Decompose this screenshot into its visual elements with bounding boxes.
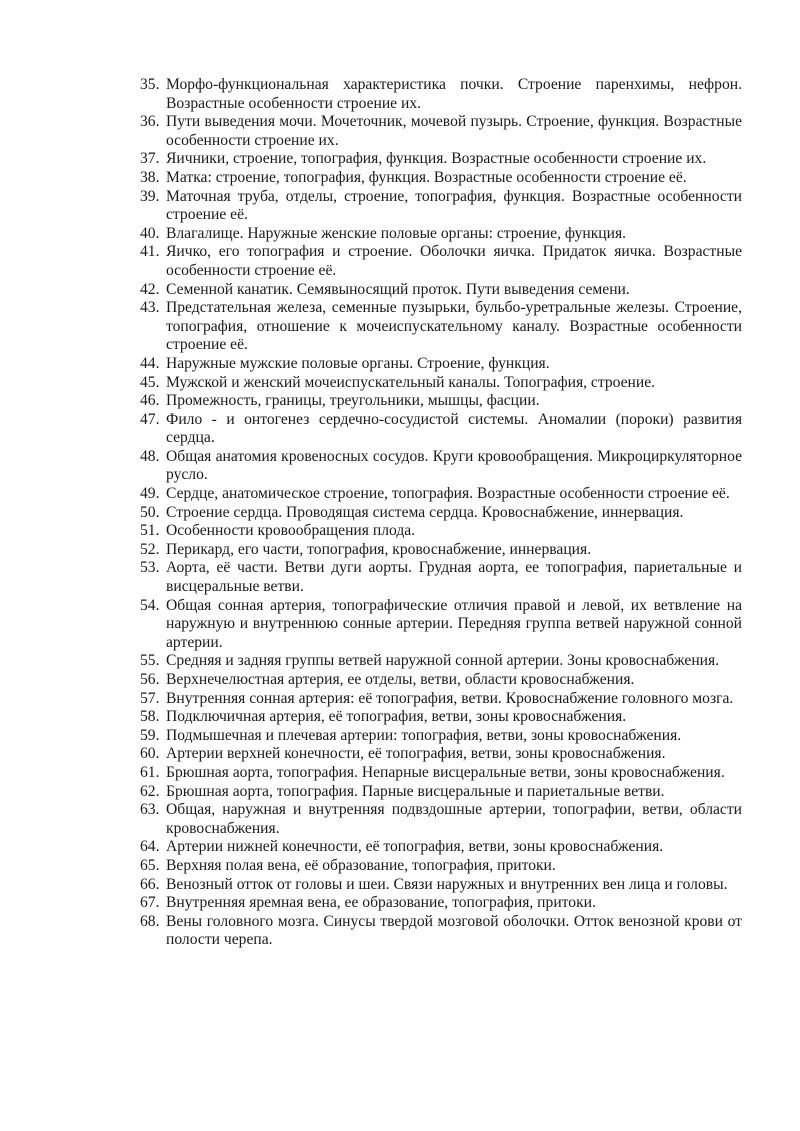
- item-text: Аорта, её части. Ветви дуги аорты. Грудная аорта, ее топография, париетальные и висцеральные ветви.: [166, 559, 742, 596]
- item-number: 68.: [140, 912, 160, 930]
- item-number: 63.: [140, 801, 160, 819]
- list-item: [140, 76, 742, 113]
- list-item: [140, 745, 742, 764]
- item-text: Вены головного мозга. Синусы твердой мозговой оболочки. Отток венозной крови от полости черепа.: [166, 912, 742, 949]
- list-item: [140, 894, 742, 913]
- item-number: 61.: [140, 763, 160, 781]
- list-item: [140, 559, 742, 596]
- list-item: [140, 150, 742, 169]
- item-number: 59.: [140, 726, 160, 744]
- item-number: 50.: [140, 503, 160, 521]
- list-item: [140, 243, 742, 280]
- item-text: Брюшная аорта, топография. Парные висцеральные и париетальные ветви.: [166, 782, 665, 800]
- item-number: 60.: [140, 745, 160, 763]
- item-text: Верхнечелюстная артерия, ее отделы, ветви, области кровоснабжения.: [166, 671, 635, 688]
- item-number: 37.: [140, 150, 160, 168]
- list-item: [140, 764, 742, 783]
- item-text: Строение сердца. Проводящая система сердца. Кровоснабжение, иннервация.: [166, 503, 684, 521]
- list-item: [140, 597, 742, 653]
- item-text: Фило - и онтогенез сердечно-сосудистой системы. Аномалии (пороки) развития сердца.: [166, 410, 742, 447]
- item-number: 40.: [140, 224, 160, 242]
- item-number: 44.: [140, 354, 160, 372]
- item-text: Яичко, его топография и строение. Оболочки яичка. Придаток яичка. Возрастные особенности строение её.: [166, 243, 742, 279]
- item-number: 45.: [140, 373, 160, 391]
- item-text: Предстательная железа, семенные пузырьки, бульбо-уретральные железы. Строение, топография, отношение к мочеиспускательному каналу. Возрастные особенности строение её.: [166, 299, 742, 354]
- list-item: [140, 355, 742, 374]
- item-text: Брюшная аорта, топография. Непарные висцеральные ветви, зоны кровоснабжения.: [166, 763, 725, 781]
- item-number: 58.: [140, 708, 160, 726]
- list-item: [140, 727, 742, 746]
- item-number: 43.: [140, 299, 160, 317]
- list-item: [140, 392, 742, 411]
- item-number: 42.: [140, 280, 160, 298]
- item-number: 53.: [140, 559, 160, 577]
- list-item: [140, 504, 742, 523]
- item-text: Артерии нижней конечности, её топография, ветви, зоны кровоснабжения.: [166, 838, 664, 856]
- item-text: Венозный отток от головы и шеи. Связи наружных и внутренних вен лица и головы.: [166, 875, 728, 893]
- item-text: Внутренняя яремная вена, ее образование, топография, притоки.: [166, 894, 596, 912]
- item-text: Общая сонная артерия, топографические отличия правой и левой, их ветвление на наружную и внутреннюю сонные артерии. Передняя группа ветвей наружной сонной артерии.: [166, 596, 742, 651]
- list-item: [140, 113, 742, 150]
- list-item: [140, 485, 742, 504]
- item-text: Матка: строение, топография, функция. Возрастные особенности строение её.: [166, 168, 687, 186]
- item-text: Яичники, строение, топография, функция. Возрастные особенности строение их.: [166, 150, 707, 168]
- item-number: 55.: [140, 652, 160, 670]
- list-item: [140, 708, 742, 727]
- list-item: [140, 522, 742, 541]
- item-number: 52.: [140, 540, 160, 558]
- item-text: Маточная труба, отделы, строение, топография, функция. Возрастные особенности строение её.: [166, 187, 742, 224]
- list-item: [140, 188, 742, 225]
- item-number: 51.: [140, 522, 160, 540]
- item-text: Подмышечная и плечевая артерии: топография, ветви, зоны кровоснабжения.: [166, 726, 682, 744]
- list-item: [140, 448, 742, 485]
- item-number: 36.: [140, 113, 160, 131]
- list-item: [140, 783, 742, 802]
- list-item: [140, 225, 742, 244]
- item-number: 64.: [140, 838, 160, 856]
- item-number: 65.: [140, 856, 160, 874]
- item-number: 41.: [140, 243, 160, 261]
- item-text: Внутренняя сонная артерия: её топография, ветви. Кровоснабжение головного мозга.: [166, 689, 734, 707]
- item-number: 54.: [140, 596, 160, 614]
- item-number: 57.: [140, 689, 160, 707]
- item-number: 35.: [140, 76, 160, 93]
- item-number: 62.: [140, 782, 160, 800]
- list-item: [140, 281, 742, 300]
- list-item: [140, 838, 742, 857]
- item-text: Морфо-функциональная характеристика почки. Строение паренхимы, нефрон. Возрастные особенности строение их.: [166, 76, 742, 112]
- item-number: 67.: [140, 894, 160, 912]
- list-item: [140, 411, 742, 448]
- list-item: [140, 299, 742, 355]
- item-text: Общая анатомия кровеносных сосудов. Круги кровообращения. Микроциркуляторное русло.: [166, 447, 742, 484]
- question-list: [140, 76, 742, 950]
- list-item: [140, 857, 742, 876]
- item-text: Мужской и женский мочеиспускательный каналы. Топография, строение.: [166, 373, 656, 391]
- item-number: 48.: [140, 447, 160, 465]
- item-number: 49.: [140, 485, 160, 503]
- item-text: Сердце, анатомическое строение, топография. Возрастные особенности строение её.: [166, 485, 730, 503]
- item-text: Влагалище. Наружные женские половые органы: строение, функция.: [166, 224, 627, 242]
- item-number: 66.: [140, 875, 160, 893]
- item-number: 56.: [140, 671, 160, 688]
- item-text: Промежность, границы, треугольники, мышцы, фасции.: [166, 392, 540, 410]
- item-text: Перикард, его части, топография, кровоснабжение, иннервация.: [166, 540, 592, 558]
- item-number: 47.: [140, 410, 160, 428]
- list-item: [140, 801, 742, 838]
- item-text: Подключичная артерия, её топография, ветви, зоны кровоснабжения.: [166, 708, 627, 726]
- list-item: [140, 876, 742, 895]
- item-text: Верхняя полая вена, её образование, топография, притоки.: [166, 856, 556, 874]
- item-text: Особенности кровообращения плода.: [166, 522, 416, 540]
- item-text: Пути выведения мочи. Мочеточник, мочевой пузырь. Строение, функция. Возрастные особенности строение их.: [166, 113, 742, 149]
- item-text: Артерии верхней конечности, её топография, ветви, зоны кровоснабжения.: [166, 745, 666, 763]
- item-text: Общая, наружная и внутренняя подвздошные артерии, топографии, ветви, области кровоснабжения.: [166, 801, 742, 837]
- list-item: [140, 690, 742, 709]
- item-number: 46.: [140, 392, 160, 410]
- item-number: 38.: [140, 168, 160, 186]
- list-item: [140, 374, 742, 393]
- list-item: [140, 652, 742, 671]
- item-number: 39.: [140, 187, 160, 205]
- list-item: [140, 671, 742, 690]
- item-text: Семенной канатик. Семявыносящий проток. Пути выведения семени.: [166, 280, 630, 298]
- item-text: Средняя и задняя группы ветвей наружной сонной артерии. Зоны кровоснабжения.: [166, 652, 720, 670]
- list-item: [140, 541, 742, 560]
- item-text: Наружные мужские половые органы. Строение, функция.: [166, 354, 550, 372]
- list-item: [140, 913, 742, 950]
- list-item: [140, 169, 742, 188]
